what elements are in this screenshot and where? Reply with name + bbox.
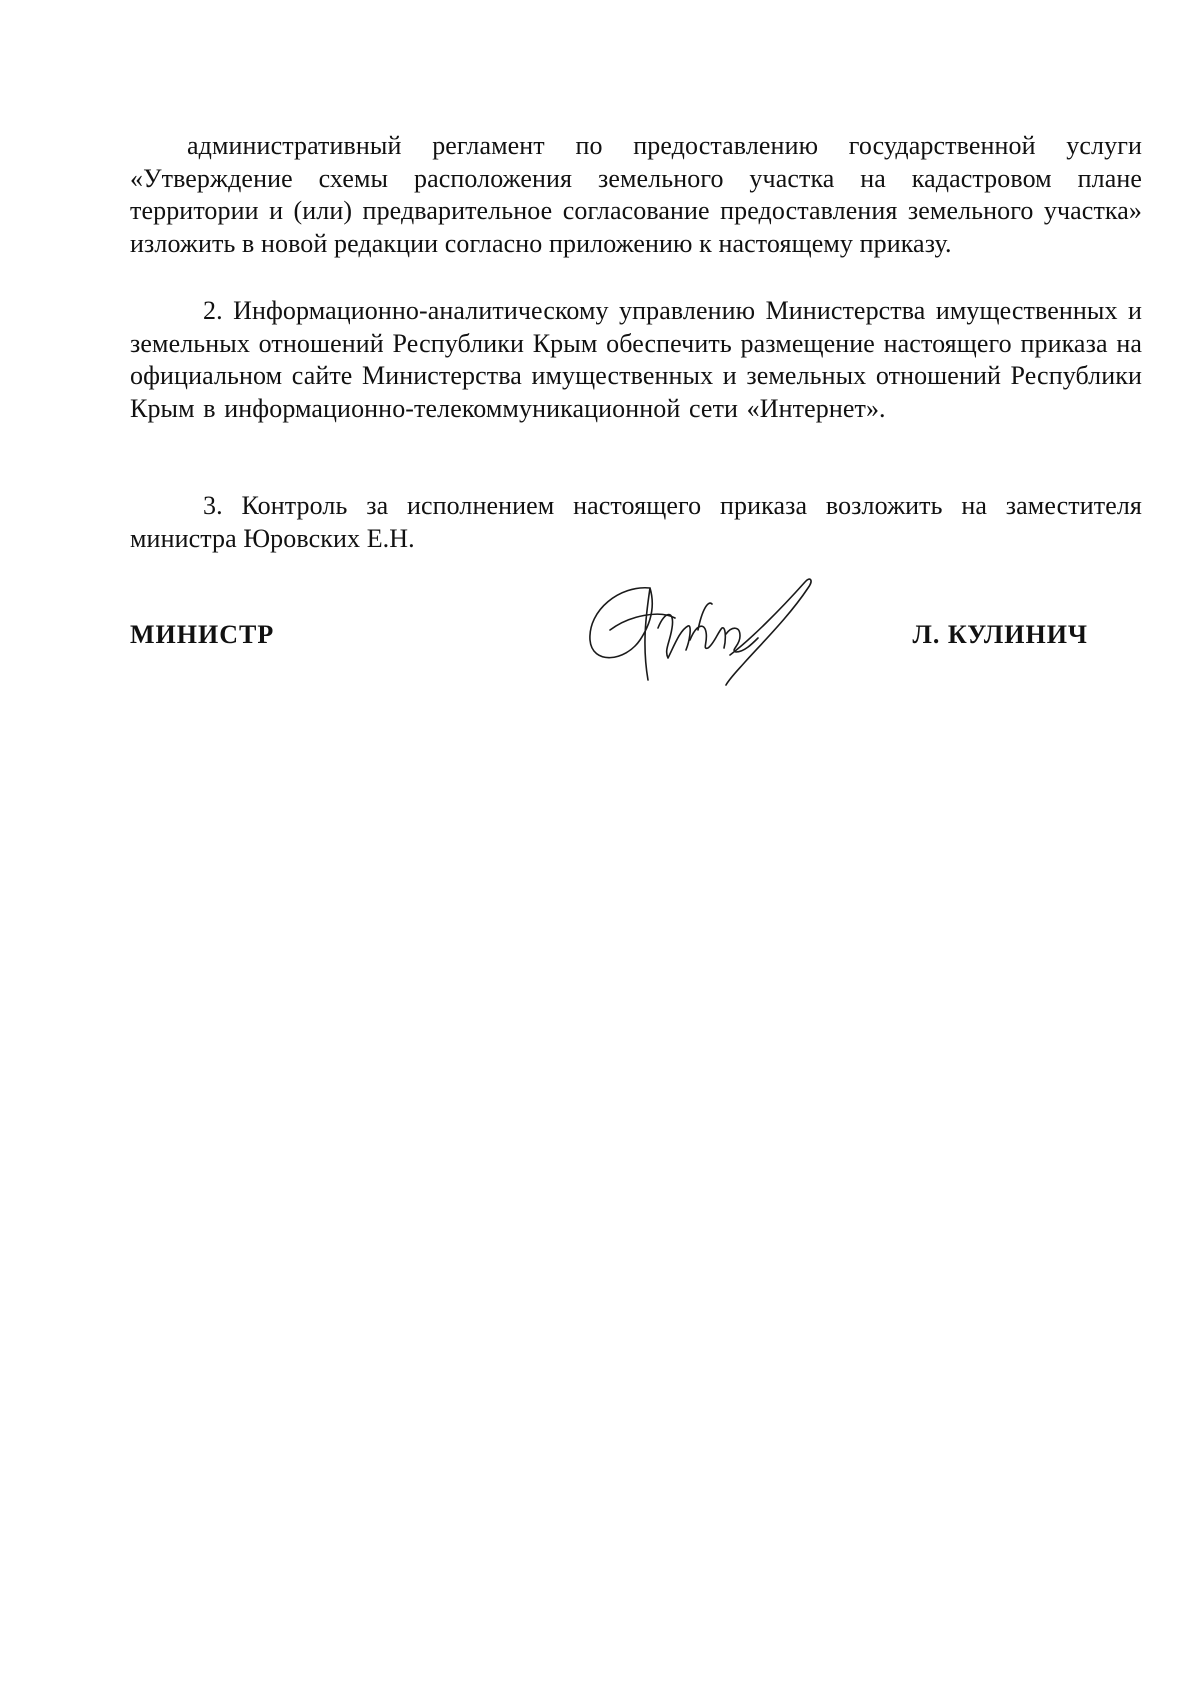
paragraph-text: 2. Информационно-аналитическому управлению Министерства имущественных и земельных отношений Республики Крым обеспечить размещение настоящего приказа на официальном сайте Министерства имущественных и земельных отношений Республики Крым в информационно-телекоммуникационной сети «Интернет».	[130, 296, 1142, 423]
paragraph-text: административный регламент по предоставлению государственной услуги «Утверждение схемы расположения земельного участка на кадастровом плане территории и (или) предварительное согласование предоставления земельного участка» изложить в новой редакции согласно приложению к настоящему приказу.	[130, 131, 1142, 258]
paragraph-3	[130, 490, 1142, 555]
signatory-title: МИНИСТР	[130, 620, 275, 649]
handwritten-signature	[580, 570, 830, 690]
paragraph-2	[130, 295, 1142, 425]
signatory-name: Л. КУЛИНИЧ	[912, 620, 1088, 649]
paragraph-text: 3. Контроль за исполнением настоящего приказа возложить на заместителя министра Юровских Е.Н.	[130, 491, 1142, 553]
paragraph-1	[130, 130, 1142, 260]
